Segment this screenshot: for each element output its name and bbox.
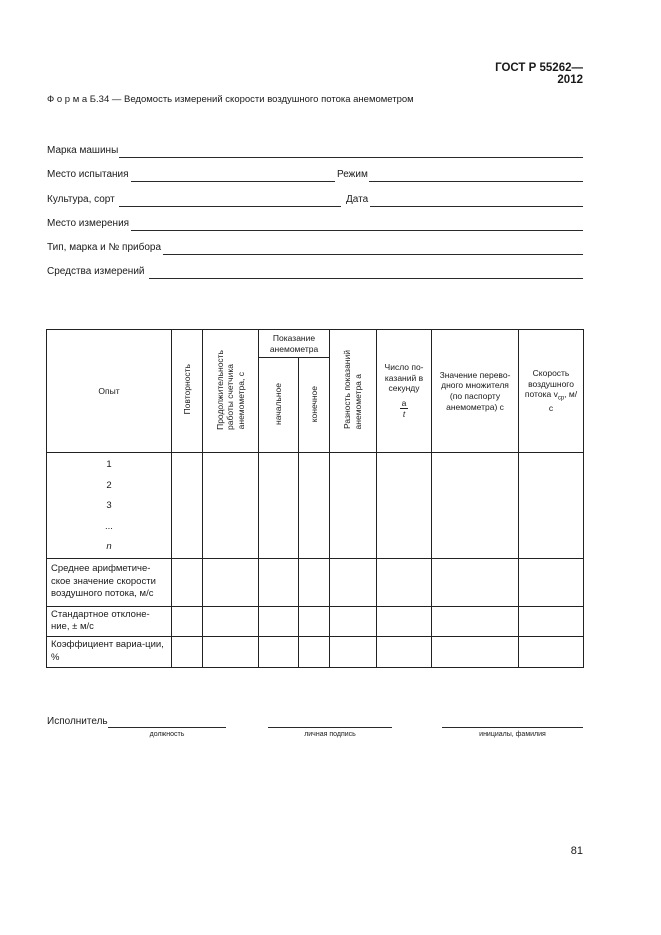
table-cell[interactable] xyxy=(330,637,377,668)
field-label: Место испытания xyxy=(47,169,129,180)
fill-line[interactable] xyxy=(369,181,583,182)
field-label: Место измерения xyxy=(47,218,130,229)
field-measurement-place xyxy=(47,218,583,232)
field-test-place xyxy=(47,169,583,183)
header-final: конечное xyxy=(299,358,330,453)
table-cell[interactable] xyxy=(377,606,432,637)
table-cell[interactable] xyxy=(259,453,299,559)
header-air-speed: Скорость воздушного потока $v_{ср}$, м/с xyxy=(519,330,584,453)
fill-line[interactable] xyxy=(131,181,335,182)
row-numbers: 1 2 3 ... n xyxy=(47,453,172,559)
fill-line[interactable] xyxy=(163,254,583,255)
table-cell[interactable] xyxy=(519,637,584,668)
position-caption: должность xyxy=(149,731,185,738)
header-initial: начальное xyxy=(259,358,299,453)
table-cell[interactable] xyxy=(432,606,519,637)
fill-line[interactable] xyxy=(119,206,341,207)
row-label-std: Стандартное отклоне-ние, ± м/с xyxy=(47,606,172,637)
table-cell[interactable] xyxy=(203,558,259,606)
table-cell[interactable] xyxy=(432,453,519,559)
table-cell[interactable] xyxy=(299,453,330,559)
document-id: ГОСТ Р 55262—2012 xyxy=(495,62,583,86)
name-line[interactable] xyxy=(442,717,583,728)
header-duration: Продолжительностьработы счетчикаанемометра, с xyxy=(203,330,259,453)
signature-caption: личная подпись xyxy=(304,731,356,738)
row-label-mean: Среднее арифметиче-ское значение скорости воздушного потока, м/с xyxy=(47,558,172,606)
table-cell[interactable] xyxy=(519,453,584,559)
table-row xyxy=(47,606,584,637)
table-row xyxy=(47,453,584,559)
table-cell[interactable] xyxy=(299,637,330,668)
table-cell[interactable] xyxy=(432,558,519,606)
fill-line[interactable] xyxy=(370,206,583,207)
header-repetition: Повторность xyxy=(172,330,203,453)
field-means xyxy=(47,266,583,280)
table-cell[interactable] xyxy=(330,558,377,606)
measurement-table xyxy=(46,329,584,668)
table-row xyxy=(47,558,584,606)
table-cell[interactable] xyxy=(203,606,259,637)
table-cell[interactable] xyxy=(299,558,330,606)
table-cell[interactable] xyxy=(203,637,259,668)
table-cell[interactable] xyxy=(172,637,203,668)
table-cell[interactable] xyxy=(172,558,203,606)
table-cell[interactable] xyxy=(330,606,377,637)
fraction-numerator: a xyxy=(401,397,407,408)
table-cell[interactable] xyxy=(172,453,203,559)
field-label-date: Дата xyxy=(346,194,369,205)
table-cell[interactable] xyxy=(432,637,519,668)
field-label: Культура, сорт xyxy=(47,194,115,205)
field-label: Тип, марка и № прибора xyxy=(47,242,162,253)
page-number: 81 xyxy=(570,845,583,857)
field-device xyxy=(47,242,583,256)
position-line[interactable] xyxy=(108,717,226,728)
field-machine-brand xyxy=(47,145,583,159)
table-cell[interactable] xyxy=(377,637,432,668)
header-count-per-second: Число по-казаний в секунду $\frac{a}{t}$ xyxy=(377,330,432,453)
table-row xyxy=(47,637,584,668)
header-anemometer-reading: Показание анемометра xyxy=(259,330,330,358)
table-cell[interactable] xyxy=(203,453,259,559)
signature-line[interactable] xyxy=(268,717,392,728)
header-experiment: Опыт xyxy=(47,330,172,453)
executor-label: Исполнитель xyxy=(47,716,108,727)
header-multiplier: Значение перево-дного множителя (по паспорту анемометра) c xyxy=(432,330,519,453)
table-cell[interactable] xyxy=(519,558,584,606)
table-cell[interactable] xyxy=(519,606,584,637)
fill-line[interactable] xyxy=(149,278,583,279)
table-cell[interactable] xyxy=(172,606,203,637)
table-cell[interactable] xyxy=(377,453,432,559)
table-cell[interactable] xyxy=(377,558,432,606)
row-label-cv: Коэффициент вариа-ции, % xyxy=(47,637,172,668)
header-reading-difference: Разность показанийанемометра a xyxy=(330,330,377,453)
field-label: Марка машины xyxy=(47,145,119,156)
field-label-mode: Режим xyxy=(337,169,368,180)
table-cell[interactable] xyxy=(259,558,299,606)
fill-line[interactable] xyxy=(131,230,583,231)
table-cell[interactable] xyxy=(259,637,299,668)
fraction-denominator: t xyxy=(402,409,406,420)
field-crop-variety xyxy=(47,194,583,208)
table-cell[interactable] xyxy=(259,606,299,637)
fill-line[interactable] xyxy=(119,157,583,158)
table-cell[interactable] xyxy=(330,453,377,559)
table-cell[interactable] xyxy=(299,606,330,637)
name-caption: инициалы, фамилия xyxy=(479,731,546,738)
field-label: Средства измерений xyxy=(47,266,145,277)
form-title: Ф о р м а Б.34 — Ведомость измерений скорости воздушного потока анемометром xyxy=(47,94,414,105)
